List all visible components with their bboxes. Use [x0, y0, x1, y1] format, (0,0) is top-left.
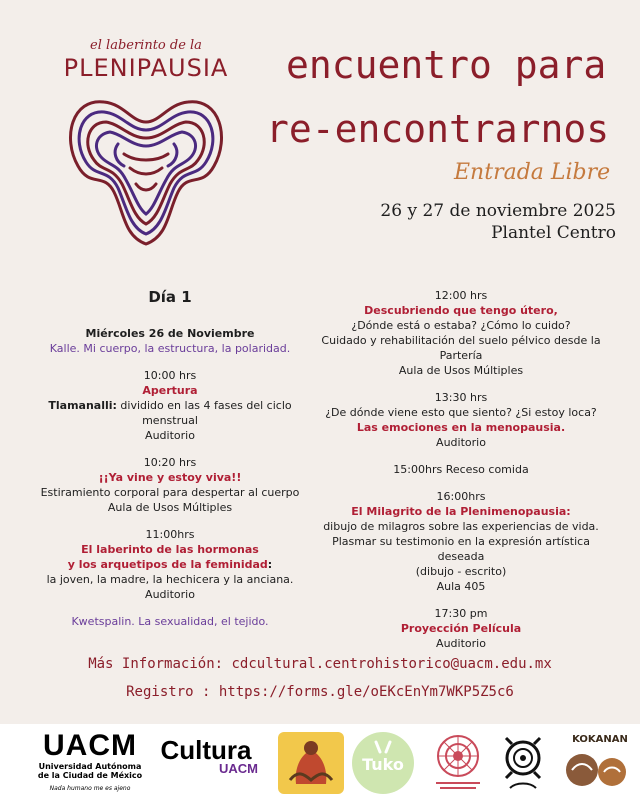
- schedule-item-receso: [311, 462, 611, 477]
- item-description: ¿De dónde viene esto que siento? ¿Si estoy loca?: [325, 406, 597, 419]
- spiral-circle-logo-icon: [494, 730, 552, 796]
- registration-link[interactable]: Registro : https://forms.gle/oEKcEnYm7WKP5Z5c6: [126, 684, 514, 700]
- kwetspalin-theme: Kwetspalin. La sexualidad, el tejido.: [71, 615, 269, 628]
- uacm-wordmark: UACM: [43, 729, 137, 762]
- item-lead: Tlamanalli:: [48, 399, 117, 412]
- item-title-line2: y los arquetipos de la feminidad: [67, 558, 268, 571]
- schedule-item-milagrito: [311, 489, 611, 594]
- schedule-item-ya-vine: [20, 455, 320, 515]
- tuko-text: Tuko: [362, 755, 404, 774]
- item-place: Aula de Usos Múltiples: [398, 364, 524, 377]
- item-place: Auditorio: [436, 637, 486, 650]
- item-description-3: (dibujo - escrito): [415, 565, 507, 578]
- item-description: [20, 398, 320, 428]
- item-time: 10:00 hrs: [143, 369, 197, 382]
- item-description-1: ¿Dónde está o estaba? ¿Cómo lo cuido?: [351, 319, 571, 332]
- schedule-item-hormonas: [20, 527, 320, 602]
- item-description-1: dibujo de milagros sobre las experiencias de vida.: [323, 520, 599, 533]
- plenipausia-logo: [58, 38, 234, 250]
- item-title: El Milagrito de la Plenimenopausia:: [351, 505, 571, 518]
- item-title: Apertura: [142, 384, 198, 397]
- day-intro: [20, 326, 320, 356]
- schedule-item-apertura: [20, 368, 320, 443]
- day-heading: Día 1: [148, 288, 192, 306]
- schedule-item-pelicula: [311, 606, 611, 651]
- uterus-labyrinth-illustration: [64, 88, 228, 248]
- day-date: Miércoles 26 de Noviembre: [85, 327, 255, 340]
- schedule-item-emociones: [311, 390, 611, 450]
- kokanan-logo-icon: [556, 730, 636, 796]
- uacm-logo: [34, 730, 146, 792]
- item-place: Auditorio: [145, 429, 195, 442]
- uacm-name-line2: de la Ciudad de México: [37, 771, 143, 780]
- cultura-uacm-logo: [154, 736, 258, 776]
- kalle-theme: Kalle. Mi cuerpo, la estructura, la polaridad.: [49, 342, 291, 355]
- item-desc-text: dividido en las 4 fases del ciclo menstrual: [116, 399, 292, 427]
- cultura-sub-wordmark: UACM: [219, 761, 258, 776]
- tuko-logo-icon: [350, 730, 416, 796]
- item-place: Aula 405: [436, 580, 486, 593]
- parteras-logo-icon: [276, 730, 346, 796]
- logo-main-text: PLENIPAUSIA: [63, 54, 229, 82]
- ayuntamiento-mandala-icon: [424, 730, 492, 796]
- free-entry-text: Entrada Libre: [454, 160, 611, 185]
- schedule-left-column: [20, 288, 320, 641]
- item-title: Las emociones en la menopausia.: [356, 421, 566, 434]
- item-time: 12:00 hrs: [434, 289, 488, 302]
- schedule-right-column: [311, 288, 611, 663]
- item-time: 16:00hrs: [436, 490, 486, 503]
- item-place: Aula de Usos Múltiples: [107, 501, 233, 514]
- more-info-email[interactable]: Más Información: cdcultural.centrohistorico@uacm.edu.mx: [88, 656, 552, 672]
- item-description: Estiramiento corporal para despertar al cuerpo: [40, 486, 300, 499]
- schedule-item-utero: [311, 288, 611, 378]
- event-title-line1: encuentro para: [286, 43, 607, 87]
- item-time: 11:00hrs: [145, 528, 195, 541]
- item-title-colon: :: [267, 558, 273, 571]
- item-title-line1: El laberinto de las hormonas: [81, 543, 259, 556]
- uacm-name-line1: Universidad Autónoma: [38, 762, 142, 771]
- item-title: Proyección Película: [400, 622, 522, 635]
- receso-text: 15:00hrs Receso comida: [393, 463, 529, 476]
- kokanan-text: KOKANAN: [572, 734, 628, 745]
- item-time: 10:20 hrs: [143, 456, 197, 469]
- item-description-2: Cuidado y rehabilitación del suelo pélvico desde la Partería: [321, 334, 601, 362]
- item-place: Auditorio: [436, 436, 486, 449]
- cultura-wordmark: Cultura: [160, 735, 252, 765]
- kwetspalin-block: [20, 614, 320, 629]
- uacm-motto: Nada humano me es ajeno: [49, 785, 131, 792]
- item-title-line2-wrap: [20, 557, 320, 572]
- item-title: ¡¡Ya vine y estoy viva!!: [98, 471, 242, 484]
- item-description: la joven, la madre, la hechicera y la anciana.: [46, 573, 294, 586]
- sponsor-logos-bar: [0, 724, 640, 800]
- item-time: 13:30 hrs: [434, 391, 488, 404]
- item-title: Descubriendo que tengo útero,: [364, 304, 558, 317]
- item-place: Auditorio: [145, 588, 195, 601]
- event-location: Plantel Centro: [491, 223, 616, 243]
- event-date-location: [380, 200, 616, 244]
- event-title-line2: re-encontrarnos: [266, 107, 610, 151]
- event-dates: 26 y 27 de noviembre 2025: [380, 201, 616, 221]
- logo-top-text: el laberinto de la: [90, 38, 202, 53]
- item-description-2: Plasmar su testimonio en la expresión artística deseada: [332, 535, 590, 563]
- item-time: 17:30 pm: [434, 607, 488, 620]
